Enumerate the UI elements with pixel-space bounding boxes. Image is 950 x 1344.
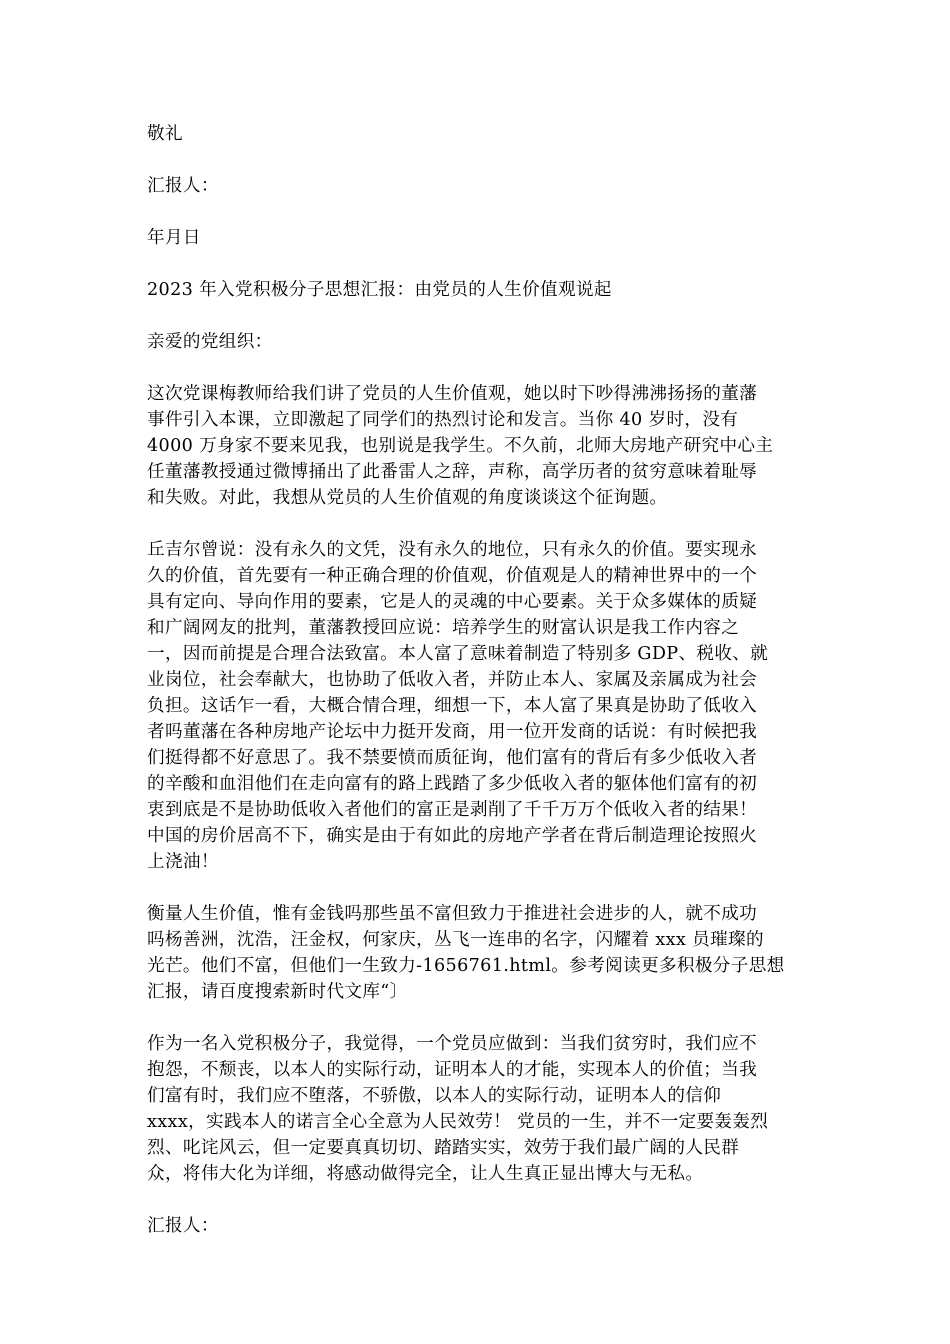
paragraph-line: 这次党课梅教师给我们讲了党员的人生价值观，她以时下吵得沸沸扬扬的董藩 [147, 384, 758, 404]
paragraph-2 [147, 537, 802, 875]
paragraph-line: 们富有时，我们应不堕落，不骄傲，以本人的实际行动，证明本人的信仰 [147, 1086, 722, 1106]
paragraph-4 [147, 1031, 802, 1187]
document-page [147, 121, 802, 1265]
report-title: 2023 年入党积极分子思想汇报：由党员的人生价值观说起 [147, 280, 612, 300]
footer-reporter-label: 汇报人： [147, 1216, 219, 1236]
paragraph-line: 们挺得都不好意思了。我不禁要愤而质征询，他们富有的背后有多少低收入者 [147, 748, 758, 768]
paragraph-line: 一，因而前提是合理合法致富。本人富了意味着制造了特别多 GDP、税收、就 [147, 644, 769, 664]
paragraph-line: 任董藩教授通过微博捅出了此番雷人之辞，声称，高学历者的贫穷意味着耻辱 [147, 462, 758, 482]
paragraph-line: 中国的房价居高不下，确实是由于有如此的房地产学者在背后制造理论按照火 [147, 826, 758, 846]
paragraph-line: 衡量人生价值，惟有金钱吗那些虽不富但致力于推进社会进步的人，就不成功 [147, 904, 758, 924]
paragraph-line: 4000 万身家不要来见我，也别说是我学生。不久前，北师大房地产研究中心主 [147, 436, 774, 456]
paragraph-line: 吗杨善洲，沈浩，汪金权，何家庆，丛飞一连串的名字，闪耀着 xxx 员璀璨的 [147, 930, 764, 950]
paragraph-line: 光芒。他们不富，但他们一生致力-1656761.html。参考阅读更多积极分子思想 [147, 956, 785, 976]
paragraph-line: 汇报，请百度搜索新时代文库“〕 [147, 982, 408, 1002]
paragraph-line: 众，将伟大化为详细，将感动做得完全，让人生真正显出博大与无私。 [147, 1164, 704, 1184]
paragraph-line: 业岗位，社会奉献大，也协助了低收入者，并防止本人、家属及亲属成为社会 [147, 670, 758, 690]
paragraph-1 [147, 381, 802, 511]
paragraph-line: xxxx，实践本人的诺言全心全意为人民效劳！ 党员的一生，并不一定要轰轰烈 [147, 1112, 769, 1132]
paragraph-line: 上浇油！ [147, 852, 219, 872]
paragraph-line: 和失败。对此，我想从党员的人生价值观的角度谈谈这个征询题。 [147, 488, 668, 508]
paragraph-line: 烈、叱诧风云，但一定要真真切切、踏踏实实，效劳于我们最广阔的人民群 [147, 1138, 740, 1158]
paragraph-line: 作为一名入党积极分子，我觉得，一个党员应做到：当我们贫穷时，我们应不 [147, 1034, 758, 1054]
paragraph-line: 事件引入本课，立即激起了同学们的热烈讨论和发言。当你 40 岁时，没有 [147, 410, 739, 430]
paragraph-line: 衷到底是不是协助低收入者他们的富正是剥削了千千万万个低收入者的结果！ [147, 800, 758, 820]
paragraph-line: 者吗董藩在各种房地产论坛中力挺开发商，用一位开发商的话说：有时候把我 [147, 722, 758, 742]
paragraph-line: 久的价值，首先要有一种正确合理的价值观，价值观是人的精神世界中的一个 [147, 566, 758, 586]
paragraph-line: 丘吉尔曾说：没有永久的文凭，没有永久的地位，只有永久的价值。要实现永 [147, 540, 758, 560]
date-line: 年月日 [147, 228, 201, 248]
reporter-label: 汇报人： [147, 176, 219, 196]
paragraph-line: 和广阔网友的批判，董藩教授回应说：培养学生的财富认识是我工作内容之 [147, 618, 740, 638]
paragraph-line: 的辛酸和血泪他们在走向富有的路上践踏了多少低收入者的躯体他们富有的初 [147, 774, 758, 794]
paragraph-line: 负担。这话乍一看，大概合情合理，细想一下，本人富了果真是协助了低收入 [147, 696, 758, 716]
paragraph-line: 具有定向、导向作用的要素，它是人的灵魂的中心要素。关于众多媒体的质疑 [147, 592, 758, 612]
closing-salutation: 敬礼 [147, 124, 183, 144]
paragraph-3 [147, 901, 802, 1005]
paragraph-line: 抱怨，不颓丧，以本人的实际行动，证明本人的才能，实现本人的价值；当我 [147, 1060, 758, 1080]
greeting-line: 亲爱的党组织： [147, 332, 273, 352]
